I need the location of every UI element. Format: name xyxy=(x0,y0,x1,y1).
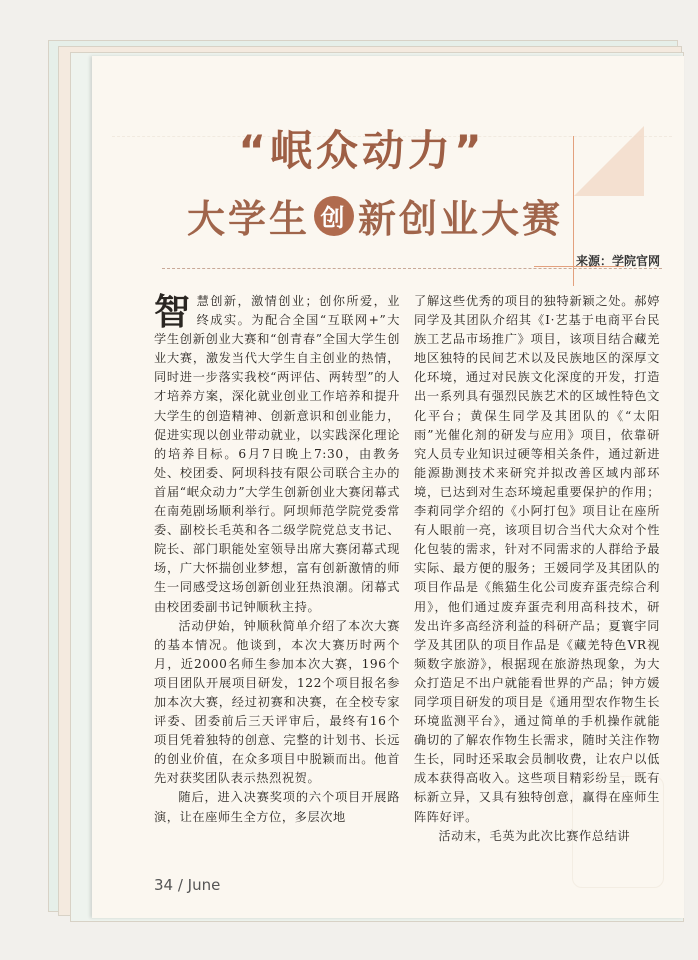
background-illustration xyxy=(572,776,664,888)
drop-cap: 智 xyxy=(154,291,191,333)
title-circled-char: 创 xyxy=(314,196,354,236)
paragraph: 随后，进入决赛奖项的六个项目开展路演，让在座师生全方位，多层次地 xyxy=(154,790,400,824)
paragraph-text: 慧创新，激情创业；创你所爱，业终成实。为配合全国“互联网+”大学生创新创业大赛和“创青春”全国大学生创业大赛，激发当代大学生自主创业的热情，同时进一步落实我校“两评估、两转型”的人才培养方案，深化就业创业工作培养和提升大学生的创造精神、创新意识和创业能力，促进实现以创业带动就业，以实践深化理论的培养目标。6月7日晚上7:30，由教务处、校团委、阿坝科技有限公司联合主办的首届“岷众动力”大学生创新创业大赛闭幕式在南苑剧场顺利举行。阿坝师范学院党委常委、副校长毛英和各二级学院党总支书记、院长、部门职能处室领导出席大赛闭幕式现场，广大怀揣创业梦想，富有创新激情的师生一同感受这场创新创业狂热浪潮。闭幕式由校团委副书记钟顺秋主持。 xyxy=(154,294,400,614)
title-segment: 大学生 xyxy=(187,197,311,241)
text-column-left xyxy=(154,292,400,827)
paragraph: 活动末，毛英为此次比赛作总结讲 xyxy=(438,828,631,843)
magazine-page xyxy=(92,56,684,918)
title-segment: 新创业大赛 xyxy=(358,197,564,241)
paragraph: 了解这些优秀的项目的独特新颖之处。郝婷同学及其团队介绍其《I·艺基于电商平台民族工艺品市场推广》项目，该项目结合藏羌地区独特的民间艺术以及民族地区的深厚文化环境，通过对民族文化深度的开发，打造出一系列具有强烈民族艺术的区域性特色文化平台；黄保生同学及其团队的《“太阳雨”光催化剂的研发与应用》项目，依靠研究人员专业知识过硬等相关条件，通过新进能源勘测技术来研究并拟改善区域内部环境，已达到对生态环境起重要保护的作用；李莉同学介绍的《小阿打包》项目让在座所有人眼前一亮，该项目切合当代大众对个性化包装的需求，针对不同需求的人群给予最实际、最方便的服务；王媛同学及其团队的项目作品是《熊猫生化公司废弃蛋壳综合利用》，他们通过废弃蛋壳利用高科技术，研发出许多高经济利益的科研产品；夏寰宇同学及其团队的项目作品是《藏羌特色VR视频数字旅游》，根据现在旅游热现象，为大众打造足不出户就能看世界的产品；钟方媛同学项目研发的项目是《通用型农作物生长环境监测平台》，通过简单的手机操作就能确切的了解农作物生长需求，随时关注作物生长，同时还采取会员制收费，让农户以低成本获得高收入。这些项目精彩纷呈，既有标新立异，又具有独特创意，赢得在座师生阵阵好评。 xyxy=(414,294,660,824)
divider xyxy=(162,268,662,270)
article-title-line1: “岷众动力” xyxy=(238,126,486,175)
article-source: 来源：学院官网 xyxy=(575,254,660,268)
decorative-triangle xyxy=(574,126,644,196)
page-number: 34 / June xyxy=(154,876,221,894)
article-title-line2 xyxy=(187,188,627,243)
paragraph: 活动伊始，钟顺秋简单介绍了本次大赛的基本情况。他谈到，本次大赛历时两个月，近2000名师生参加本次大赛，196个项目团队开展项目研发，122个项目报名参加本次大赛，经过初赛和决赛，在全校专家评委、团委前后三天评审后，最终有16个项目凭着独特的创意、完整的计划书、长远的创业价值，在众多项目中脱颖而出。他首先对获奖团队表示热烈祝贺。 xyxy=(154,618,400,786)
paragraph xyxy=(154,292,400,617)
text-column-right xyxy=(414,292,660,846)
